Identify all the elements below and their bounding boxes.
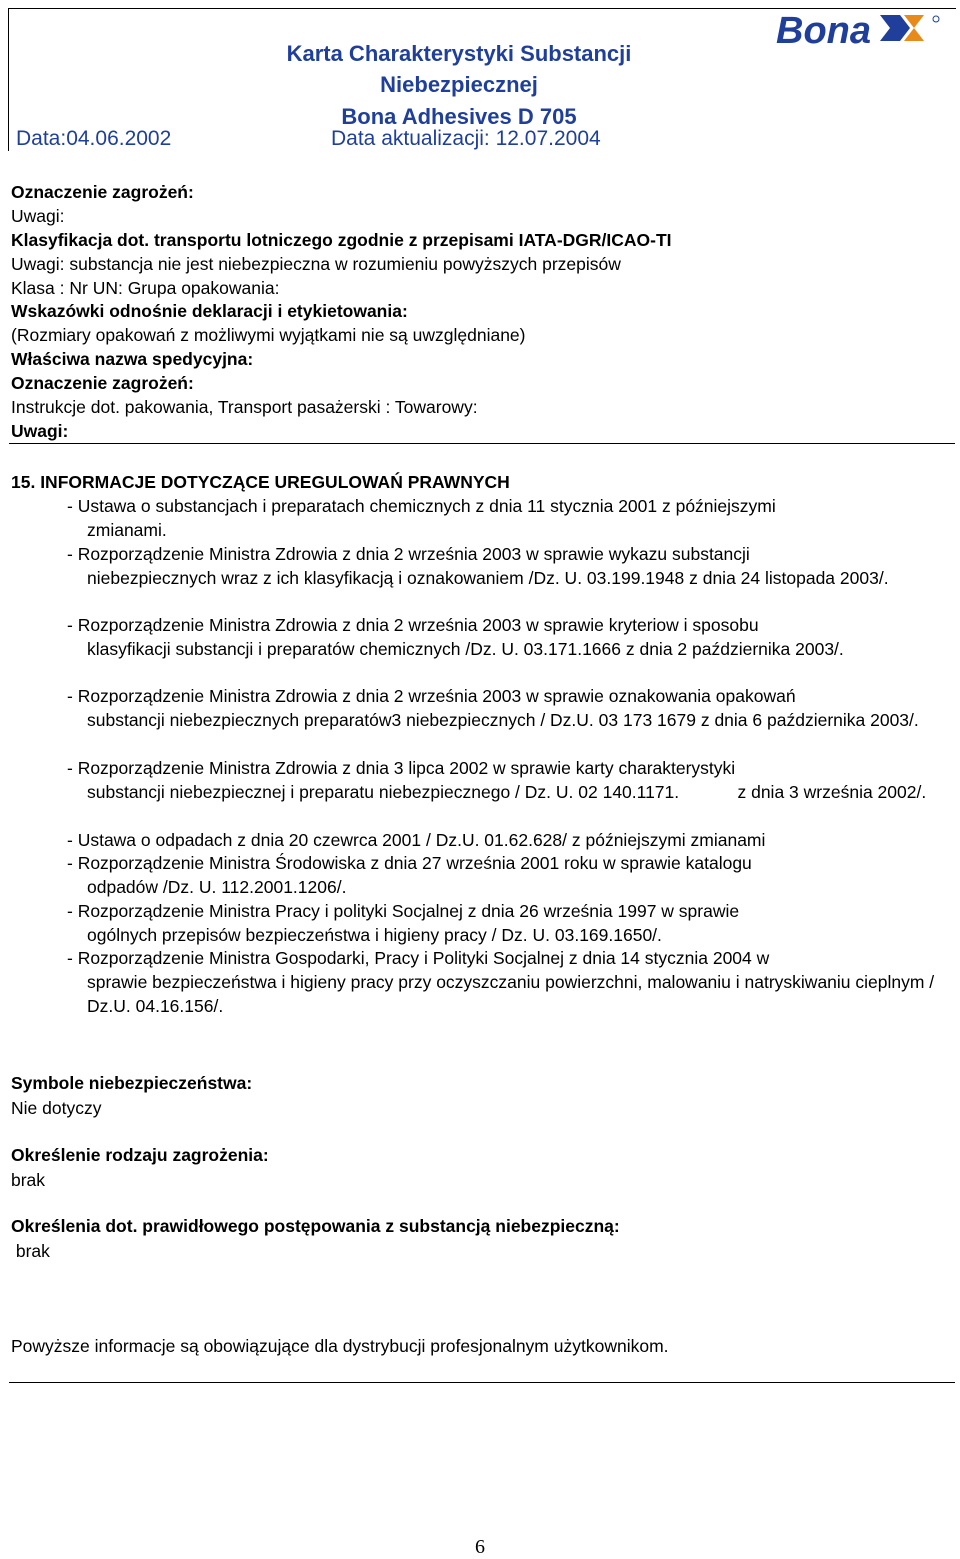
regulation-item-first-line: - Ustawa o substancjach i preparatach chemicznych z dnia 11 stycznia 2001 z późniejszymi xyxy=(67,496,776,516)
transport-line: Klasyfikacja dot. transportu lotniczego zgodnie z przepisami IATA-DGR/ICAO-TI xyxy=(11,230,672,250)
transport-line: Uwagi: xyxy=(11,421,69,441)
procedure-label: Określenia dot. prawidłowego postępowania z substancją niebezpieczną: xyxy=(11,1216,620,1236)
regulation-item-first-line: - Ustawa o odpadach z dnia 20 czewrca 2001 / Dz.U. 01.62.628/ z późniejszymi zmianami xyxy=(67,830,766,850)
hazard-type-value: brak xyxy=(11,1170,46,1190)
regulation-item-continuation: niebezpiecznych wraz z ich klasyfikacją i oznakowaniem /Dz. U. 03.199.1948 z dnia 24 listopada 2003/. xyxy=(87,567,889,588)
regulation-item xyxy=(67,757,947,805)
logo-wordmark: Bona xyxy=(776,10,871,51)
regulation-item-continuation: klasyfikacji substancji i preparatów chemicznych /Dz. U. 03.171.1666 z dnia 2 października 2003/. xyxy=(87,638,844,659)
bona-logo xyxy=(776,9,946,51)
update-date: Data aktualizacji: 12.07.2004 xyxy=(331,127,601,150)
regulation-item xyxy=(67,614,947,662)
regulation-item-first-line: - Rozporządzenie Ministra Zdrowia z dnia 2 września 2003 w sprawie wykazu substancji xyxy=(67,544,750,564)
regulation-item xyxy=(67,900,947,948)
transport-line: Oznaczenie zagrożeń: xyxy=(11,373,194,393)
document-title-line-2: Niebezpiecznej xyxy=(380,72,538,97)
transport-line: (Rozmiary opakowań z możliwymi wyjątkami nie są uwzględniane) xyxy=(11,325,526,345)
regulation-item-continuation: ogólnych przepisów bezpieczeństwa i higieny pracy / Dz. U. 03.169.1650/. xyxy=(87,924,662,945)
hazard-symbols-value: Nie dotyczy xyxy=(11,1098,102,1118)
page-number: 6 xyxy=(475,1536,485,1558)
regulation-item-continuation: sprawie bezpieczeństwa i higieny pracy przy oczyszczaniu powierzchni, malowaniu i natryskiwaniu cieplnym / Dz.U. 04.16.156/. xyxy=(87,971,940,1016)
transport-line: Właściwa nazwa spedycyjna: xyxy=(11,349,254,369)
footer-note: Powyższe informacje są obowiązujące dla dystrybucji profesjonalnym użytkownikom. xyxy=(11,1336,669,1356)
hazard-symbols-label: Symbole niebezpieczeństwa: xyxy=(11,1073,253,1093)
issue-date: Data:04.06.2002 xyxy=(16,127,172,150)
regulation-item-first-line: - Rozporządzenie Ministra Zdrowia z dnia 3 lipca 2002 w sprawie karty charakterystyki xyxy=(67,758,736,778)
regulation-item xyxy=(67,543,947,591)
regulation-item-first-line: - Rozporządzenie Ministra Zdrowia z dnia 2 września 2003 w sprawie kryteriow i sposobu xyxy=(67,615,759,635)
section-15-heading: 15. INFORMACJE DOTYCZĄCE UREGULOWAŃ PRAWNYCH xyxy=(11,472,510,492)
procedure-value: brak xyxy=(11,1241,50,1261)
regulation-item xyxy=(67,852,947,900)
transport-line: Uwagi: xyxy=(11,206,65,226)
regulation-item xyxy=(67,829,947,853)
transport-line: Wskazówki odnośnie deklaracji i etykietowania: xyxy=(11,301,408,321)
transport-line: Oznaczenie zagrożeń: xyxy=(11,182,194,202)
transport-line: Uwagi: substancja nie jest niebezpieczna w rozumieniu powyższych przepisów xyxy=(11,254,621,274)
section-divider xyxy=(9,443,955,444)
document-title-line-1: Karta Charakterystyki Substancji xyxy=(286,41,632,66)
product-name: Bona Adhesives D 705 xyxy=(341,104,577,129)
regulation-item-first-line: - Rozporządzenie Ministra Zdrowia z dnia 2 września 2003 w sprawie oznakowania opakowań xyxy=(67,686,796,706)
regulation-item xyxy=(67,495,947,543)
regulation-item xyxy=(67,685,947,733)
footer-divider xyxy=(9,1382,955,1383)
regulation-item-continuation: zmianami. xyxy=(87,519,167,540)
document-header xyxy=(8,8,956,151)
transport-line: Instrukcje dot. pakowania, Transport pasażerski : Towarowy: xyxy=(11,397,478,417)
regulation-item xyxy=(67,947,947,1018)
hazard-type-label: Określenie rodzaju zagrożenia: xyxy=(11,1145,269,1165)
regulation-item-continuation: odpadów /Dz. U. 112.2001.1206/. xyxy=(87,876,347,897)
regulation-item-continuation: substancji niebezpiecznej i preparatu niebezpiecznego / Dz. U. 02 140.1171. z dnia 3 września 2002/. xyxy=(87,781,927,802)
regulation-item-first-line: - Rozporządzenie Ministra Pracy i polityki Socjalnej z dnia 26 września 1997 w sprawie xyxy=(67,901,740,921)
regulation-item-continuation: substancji niebezpiecznych preparatów3 niebezpiecznych / Dz.U. 03 173 1679 z dnia 6 października 2003/. xyxy=(87,709,919,730)
transport-line: Klasa : Nr UN: Grupa opakowania: xyxy=(11,278,280,298)
regulation-item-first-line: - Rozporządzenie Ministra Środowiska z dnia 27 września 2001 roku w sprawie katalogu xyxy=(67,853,752,873)
regulation-item-first-line: - Rozporządzenie Ministra Gospodarki, Pracy i Polityki Socjalnej z dnia 14 stycznia 2004 w xyxy=(67,948,770,968)
